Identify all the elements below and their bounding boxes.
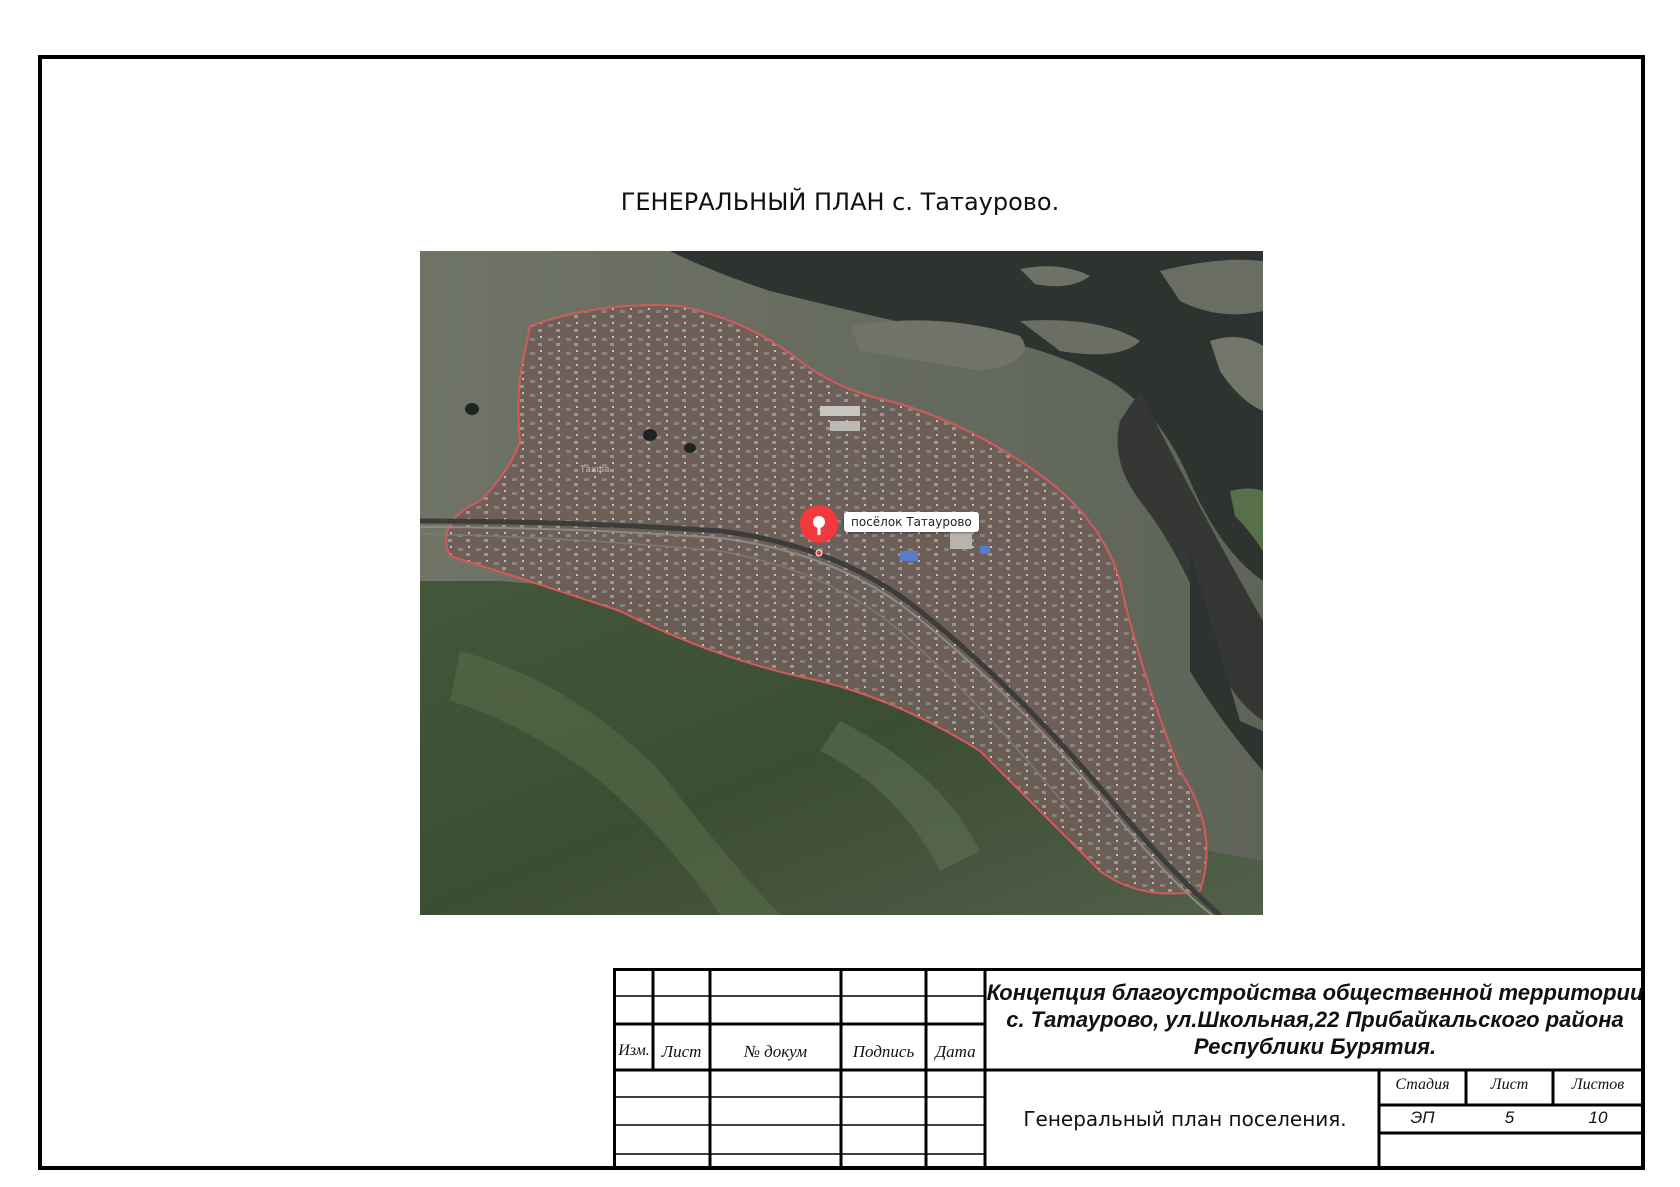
col-sign-label: Подпись [852,1042,915,1061]
stage-value: ЭП [1410,1108,1435,1127]
map-place-label: Тахфа [580,465,610,475]
col-izm-label: Изм. [618,1042,650,1059]
col-doc-label: № докум [743,1042,808,1061]
map-marker-label: посёлок Татаурово [844,512,979,532]
sheet-label: Лист [1490,1076,1529,1093]
sheets-label: Листов [1571,1076,1625,1093]
stage-label: Стадия [1395,1076,1450,1093]
project-title: Концепция благоустройства общественной территории с. Татаурово, ул.Школьная,22 Прибайкальского района Республики Бурятия. [986,979,1644,1059]
col-list-label: Лист [661,1042,702,1061]
sheets-value: 10 [1588,1108,1608,1127]
satellite-map [420,251,1263,915]
title-block [613,968,1645,1168]
col-date-label: Дата [935,1042,976,1061]
sheet-title: ГЕНЕРАЛЬНЫЙ ПЛАН с. Татаурово. [620,188,1060,216]
sheet-value: 5 [1504,1108,1515,1127]
sheet-name: Генеральный план поселения. [1023,1107,1347,1131]
